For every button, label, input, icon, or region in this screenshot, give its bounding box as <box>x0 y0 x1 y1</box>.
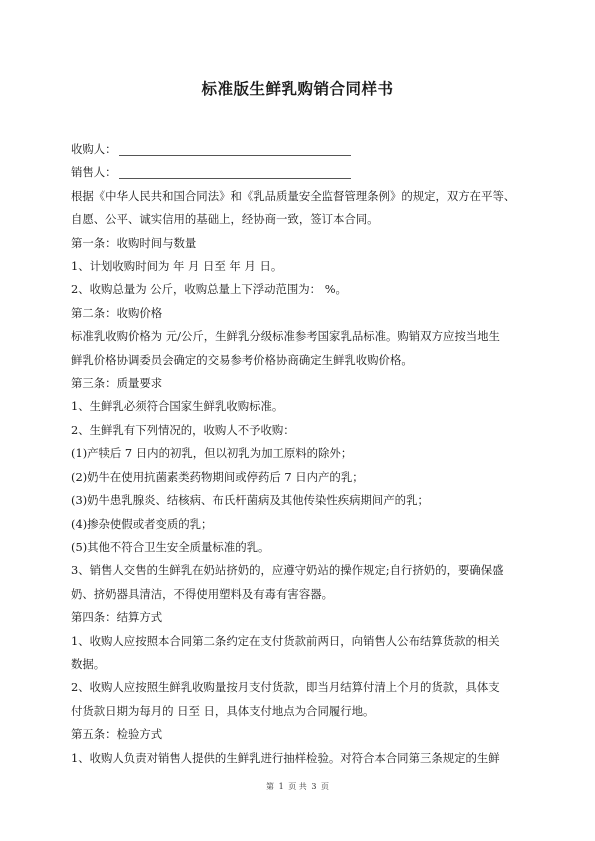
buyer-label: 收购人： <box>71 142 117 156</box>
text-line: 第五条：检验方式 <box>71 727 163 742</box>
text-line: 1、收购人应按照本合同第二条约定在支付货款前两日，向销售人公布结算货款的相关 <box>71 633 500 648</box>
footer-page-number: 1 <box>278 782 284 791</box>
text-line: 1、生鲜乳必须符合国家生鲜乳收购标准。 <box>71 399 284 414</box>
document-body <box>71 138 526 770</box>
text-line: (3)奶牛患乳腺炎、结核病、布氏杆菌病及其他传染性疾病期间产的乳； <box>71 493 429 508</box>
text-line: (2)奶牛在使用抗菌素类药物期间或停药后 7 日内产的乳； <box>71 469 364 484</box>
text-line: (4)掺杂使假或者变质的乳； <box>71 516 213 531</box>
text-line: 根据《中华人民共和国合同法》和《乳品质量安全监督管理条例》的规定，双方在平等、 <box>71 188 516 203</box>
text-line: 鲜乳价格协调委员会确定的交易参考价格协商确定生鲜乳收购价格。 <box>71 352 413 367</box>
footer-middle: 页 共 <box>288 782 307 791</box>
text-line: 2、生鲜乳有下列情况的，收购人不予收购： <box>71 422 295 437</box>
text-line: 第三条：质量要求 <box>71 376 163 391</box>
footer-prefix: 第 <box>266 782 275 791</box>
text-line: 1、收购人负责对销售人提供的生鲜乳进行抽样检验。对符合本合同第三条规定的生鲜 <box>71 750 500 765</box>
text-line: (1)产犊后 7 日内的初乳，但以初乳为加工原料的除外； <box>71 446 353 461</box>
text-line: 第四条：结算方式 <box>71 610 163 625</box>
document-title: 标准版生鲜乳购销合同样书 <box>201 80 394 98</box>
text-line: 奶、挤奶器具清洁，不得使用塑料及有毒有害容器。 <box>71 586 333 601</box>
seller-line <box>71 161 526 184</box>
footer-page-total: 3 <box>311 782 317 791</box>
text-line: (5)其他不符合卫生安全质量标准的乳。 <box>71 539 270 554</box>
seller-blank <box>119 164 351 179</box>
text-line: 3、销售人交售的生鲜乳在奶站挤奶的，应遵守奶站的操作规定;自行挤奶的，要确保盛 <box>71 563 504 578</box>
text-line: 标准乳收购价格为 元/公斤，生鲜乳分级标准参考国家乳品标准。购销双方应按当地生 <box>71 329 500 344</box>
page-footer <box>0 781 595 792</box>
buyer-blank <box>119 141 351 156</box>
text-line: 2、收购总量为 公斤，收购总量上下浮动范围为： %。 <box>71 282 347 297</box>
text-line: 1、计划收购时间为 年 月 日至 年 月 日。 <box>71 259 283 274</box>
text-line: 数据。 <box>71 656 106 671</box>
footer-suffix: 页 <box>320 782 329 791</box>
text-line: 付货款日期为每月的 日至 日，具体支付地点为合同履行地。 <box>71 703 375 718</box>
text-line: 第二条：收购价格 <box>71 305 163 320</box>
text-line: 自愿、公平、诚实信用的基础上，经协商一致，签订本合同。 <box>71 212 379 227</box>
text-line: 第一条：收购时间与数量 <box>71 235 197 250</box>
text-line: 2、收购人应按照生鲜乳收购量按月支付货款，即当月结算付清上个月的货款，具体支 <box>71 680 500 695</box>
buyer-line <box>71 138 526 161</box>
seller-label: 销售人： <box>71 165 117 180</box>
contract-text <box>71 185 526 770</box>
